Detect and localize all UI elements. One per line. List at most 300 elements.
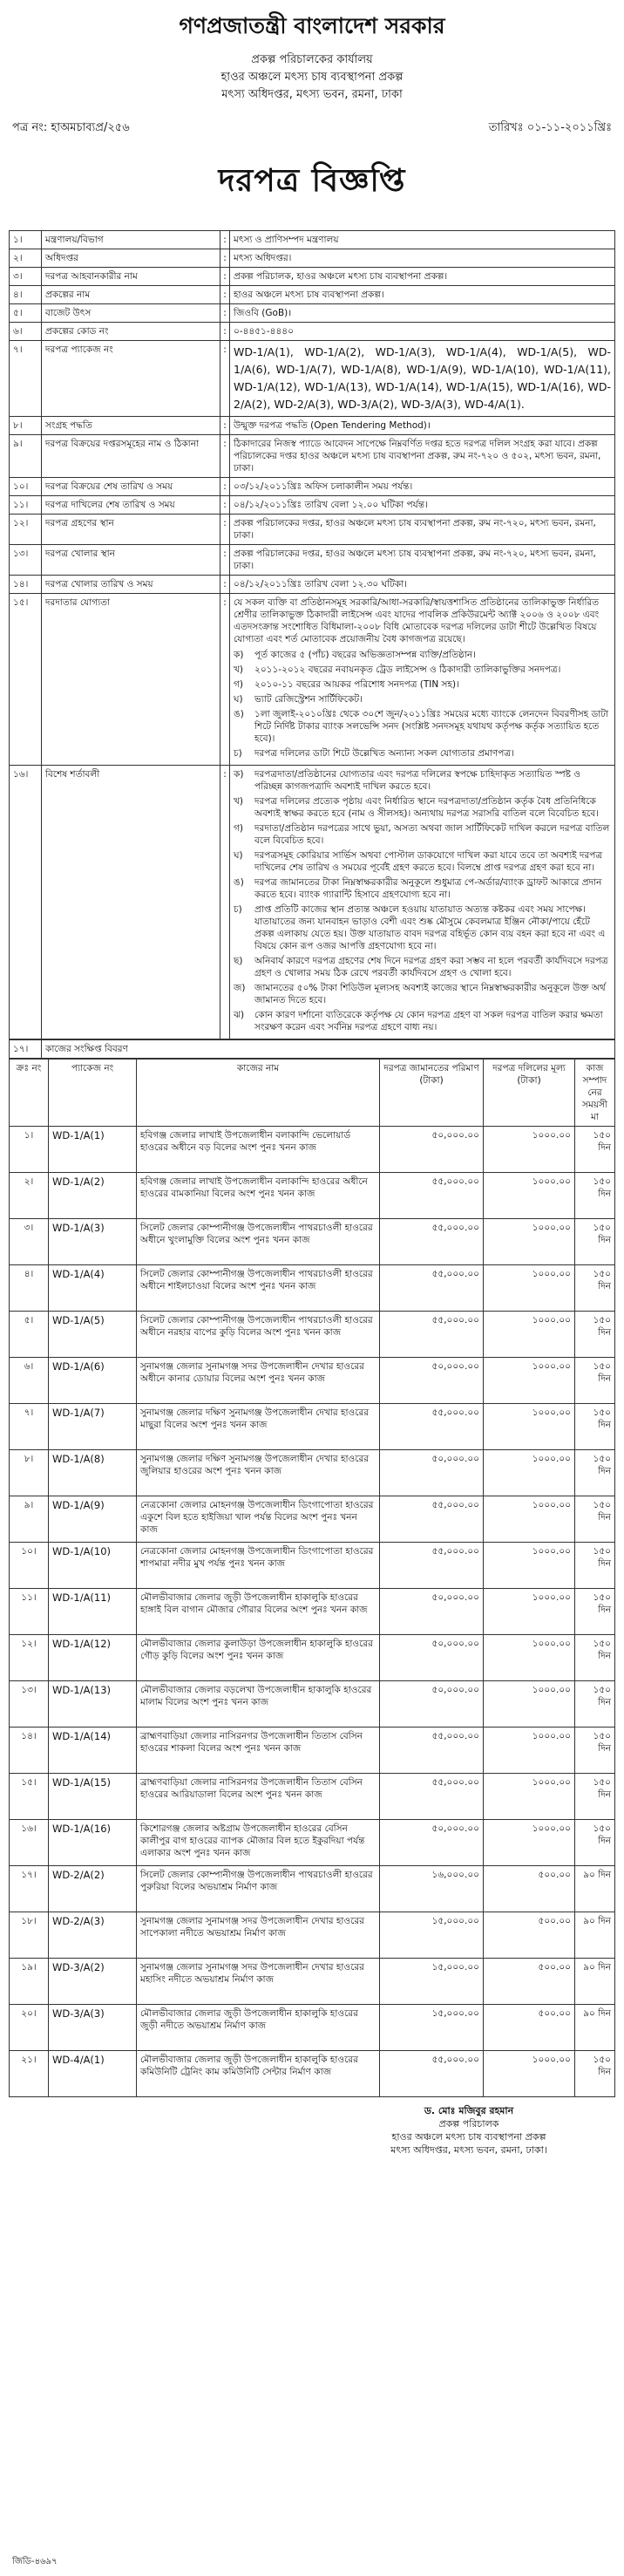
info-value: উন্মুক্ত দরপত্র পদ্ধতি (Open Tendering Method)।	[230, 417, 615, 435]
work-row	[10, 2005, 615, 2051]
info-colon: :	[220, 323, 230, 341]
info-label: সংগ্রহ পদ্ধতি	[42, 417, 220, 435]
work-security: ৫০,০০০.০০	[380, 1450, 484, 1496]
work-row	[10, 1127, 615, 1173]
work-duration: ১৫০ দিন	[575, 1219, 615, 1265]
info-colon: :	[220, 249, 230, 268]
work-sl: ১৪।	[10, 1728, 49, 1774]
work-sl: ৯।	[10, 1496, 49, 1543]
work-sl: ১৫।	[10, 1774, 49, 1820]
work-name: সুনামগঞ্জ জেলার সুনামগঞ্জ সদর উপজেলাধীন দেখার হাওরের অধীনে কানার ডোয়ার বিলের অংশ পুনঃ খনন কাজ	[137, 1358, 380, 1404]
work-package: WD-1/A(8)	[49, 1450, 137, 1496]
conditions-item-key: ঙ)	[234, 877, 244, 888]
info-row	[10, 249, 615, 268]
work-name: কিশোরগঞ্জ জেলার অষ্টগ্রাম উপজেলাধীন হাওরের বেসিন কালীপুর বাগ হাওরের ব্যাপক মৌজার বিল হতে ইকুরদিয়া পর্যন্ত এলাকার অংশ পুনঃ খনন কাজ	[137, 1820, 380, 1866]
work-sl: ২১।	[10, 2051, 49, 2097]
tender-notice-page	[9, 7, 615, 2157]
work-price: ১০০০.০০	[484, 1173, 575, 1219]
work-row	[10, 1450, 615, 1496]
project-name: হাওর অঞ্চলে মৎস্য চাষ ব্যবস্থাপনা প্রকল্প	[220, 71, 404, 84]
work-security: ৫০,০০০.০০	[380, 1127, 484, 1173]
work-price: ১০০০.০০	[484, 2051, 575, 2097]
work-sl: ২।	[10, 1173, 49, 1219]
work-name: হবিগঞ্জ জেলার লাখাই উপজেলাধীন বলাকান্দি হাওরের অধীনে হাওরের বামকানিয়া বিলের অংশ পুনঃ খনন কাজ	[137, 1173, 380, 1219]
conditions-item-key: গ)	[234, 823, 243, 834]
work-security: ৫৫,০০০.০০	[380, 1496, 484, 1543]
info-sl: ১০।	[10, 478, 42, 496]
work-package: WD-1/A(4)	[49, 1265, 137, 1312]
work-duration: ১৫০ দিন	[575, 1312, 615, 1358]
info-label: দরপত্র বিক্রয়ের দপ্তরসমূহের নাম ও ঠিকানা	[42, 435, 220, 478]
conditions-item	[234, 955, 611, 979]
work-name: সিলেট জেলার কোম্পানীগঞ্জ উপজেলাধীন পাথরচাওলী হাওরের অধীনে নরহার বাপের কুড়ি বিলের অংশ পুনঃ খনন কাজ	[137, 1312, 380, 1358]
info-value: প্রকল্প পরিচালকের দপ্তর, হাওর অঞ্চলে মৎস্য চাষ ব্যবস্থাপনা প্রকল্প, রুম নং-৭২০, মৎস্য ভবন, রমনা, ঢাকা।	[230, 545, 615, 576]
work-name: নেত্রকোনা জেলার মোহনগঞ্জ উপজেলাধীন ডিংগাপোতা হাওরের শাপমারা নদীর মুখ পর্যন্ত পুনঃ খনন কাজ	[137, 1543, 380, 1589]
info-colon: :	[220, 496, 230, 515]
info-label: দরপত্র প্যাকেজ নং	[42, 341, 220, 417]
conditions-item	[234, 849, 611, 874]
work-package: WD-1/A(15)	[49, 1774, 137, 1820]
conditions-item-key: ঝ)	[234, 1010, 245, 1020]
info-value: মৎস্য ও প্রাণিসম্পদ মন্ত্রণালয়	[230, 231, 615, 249]
signatory-address: মৎস্য অধিদপ্তর, মৎস্য ভবন, রমনা, ঢাকা।	[390, 2144, 547, 2156]
eligibility-row	[10, 594, 615, 766]
info-value: মৎস্য অধিদপ্তর।	[230, 249, 615, 268]
info-colon: :	[220, 304, 230, 323]
work-price: ৫০০.০০	[484, 1912, 575, 1959]
work-security: ৫০,০০০.০০	[380, 1820, 484, 1866]
work-sl: ৬।	[10, 1358, 49, 1404]
work-sl: ১১।	[10, 1589, 49, 1635]
header	[9, 9, 615, 104]
info-row	[10, 286, 615, 304]
info-row	[10, 323, 615, 341]
work-name: সিলেট জেলার কোম্পানীগঞ্জ উপজেলাধীন পাথরচাওলী হাওরের অধীনে খুংলামুক্তি বিলের অংশ পুনঃ খনন কাজ	[137, 1219, 380, 1265]
col-sl: ক্রঃ নং	[10, 1060, 49, 1127]
work-row	[10, 1404, 615, 1450]
work-sl: ১৩।	[10, 1681, 49, 1728]
work-row	[10, 1543, 615, 1589]
info-colon: :	[220, 286, 230, 304]
work-price: ১০০০.০০	[484, 1127, 575, 1173]
eligibility-item	[234, 649, 611, 661]
memo-row	[12, 119, 612, 138]
info-label: দরপত্র গ্রহণের স্থান	[42, 515, 220, 545]
work-row	[10, 1774, 615, 1820]
eligibility-item-key: গ)	[234, 679, 243, 690]
work-price: ১০০০.০০	[484, 1543, 575, 1589]
work-row	[10, 1635, 615, 1681]
work-duration: ১৫০ দিন	[575, 1265, 615, 1312]
work-package: WD-1/A(13)	[49, 1681, 137, 1728]
work-price: ১০০০.০০	[484, 1728, 575, 1774]
signature-block	[322, 2104, 615, 2157]
info-value: হাওর অঞ্চলে মৎস্য চাষ ব্যবস্থাপনা প্রকল্প।	[230, 286, 615, 304]
work-price: ১০০০.০০	[484, 1496, 575, 1543]
work-security: ৫০,০০০.০০	[380, 1635, 484, 1681]
work-name: হবিগঞ্জ জেলার লাখাই উপজেলাধীন বলাকান্দি ভেলোয়ার্ড হাওরের অধীনে বড় বিলের অংশ পুনঃ খনন কাজ	[137, 1127, 380, 1173]
work-security: ৫৫,০০০.০০	[380, 1404, 484, 1450]
eligibility-item	[234, 747, 611, 760]
conditions-item	[234, 982, 611, 1006]
work-row	[10, 1312, 615, 1358]
signatory-title: প্রকল্প পরিচালক	[438, 2118, 499, 2130]
info-row	[10, 231, 615, 249]
signatory-name: ড. মোঃ মজিবুর রহমান	[424, 2105, 514, 2116]
work-row	[10, 1866, 615, 1912]
info-colon: :	[220, 478, 230, 496]
col-package: প্যাকেজ নং	[49, 1060, 137, 1127]
work-sl: ৭।	[10, 1404, 49, 1450]
info-table	[9, 230, 615, 1039]
work-name: সিলেট জেলার কোম্পানীগঞ্জ উপজেলাধীন পাথরচাওলী হাওরের অধীনে শাইলচাওয়া বিলের অংশ পুনঃ খনন কাজ	[137, 1265, 380, 1312]
info-value: জিওবি (GoB)।	[230, 304, 615, 323]
eligibility-item-text: ২০১০-১১ বছরের আয়কর পরিশোধ সনদপত্র (TIN সহ)।	[254, 679, 459, 690]
work-price: ১০০০.০০	[484, 1820, 575, 1866]
signatory-project: হাওর অঞ্চলে মৎস্য চাষ ব্যবস্থাপনা প্রকল্প	[391, 2131, 546, 2143]
work-name: সুনামগঞ্জ জেলার সুনামগঞ্জ সদর উপজেলাধীন দেখার হাওরের মহাসিং নদীতে অভয়াশ্রম নির্মাণ কাজ	[137, 1959, 380, 2005]
work-price: ১০০০.০০	[484, 1219, 575, 1265]
work-sl: ১।	[10, 1127, 49, 1173]
eligibility-item-text: দরপত্র দলিলের ডাটা শিটে উল্লেখিত অন্যান্য সকল যোগ্যতার প্রমাণপত্র।	[254, 748, 514, 759]
work-duration: ১৫০ দিন	[575, 1450, 615, 1496]
work-row	[10, 1959, 615, 2005]
conditions-sl: ১৬।	[10, 766, 42, 1039]
info-row	[10, 304, 615, 323]
eligibility-item-text: ২০১১-২০১২ বছরের নবায়নকৃত ট্রেড লাইসেন্স ও ঠিকাদারী তালিকাভুক্তির সনদপত্র।	[254, 664, 561, 675]
info-colon: :	[220, 231, 230, 249]
work-sl: ২০।	[10, 2005, 49, 2051]
conditions-item	[234, 876, 611, 901]
conditions-item-text: দরদাতা/প্রতিষ্ঠান দরপত্রের সাথে ভুয়া, অসত্য অথবা জাল সার্টিফিকেট দাখিল করলে দরপত্র বাতিল বলে বিবেচিত হবে।	[254, 823, 610, 846]
eligibility-sl: ১৫।	[10, 594, 42, 766]
work-package: WD-1/A(10)	[49, 1543, 137, 1589]
eligibility-item	[234, 678, 611, 691]
work-sl: ৮।	[10, 1450, 49, 1496]
work-name: সিলেট জেলার কোম্পানীগঞ্জ উপজেলাধীন পাথরচাওলী হাওরের পুরুরিয়া বিলের অভয়াশ্রম নির্মাণ কাজ	[137, 1866, 380, 1912]
info-row	[10, 545, 615, 576]
conditions-item-text: দরপত্র জামানতের টাকা নিম্নস্বাক্ষরকারীর অনুকূলে শুধুমাত্র পে-অর্ডার/ব্যাংক ড্রাফট আকারে প্রদান করতে হবে। ব্যাংক গ্যারান্টি হিসাবে গ্রহণযোগ্য হবে না।	[254, 877, 602, 900]
work-row	[10, 1219, 615, 1265]
conditions-item	[234, 903, 611, 952]
work-security: ১৫,০০০.০০	[380, 2005, 484, 2051]
work-sl: ৪।	[10, 1265, 49, 1312]
info-colon: :	[220, 268, 230, 286]
conditions-item	[234, 1009, 611, 1033]
info-value: ০৪/১২/২০১১খ্রিঃ তারিখ বেলা ১২.৩০ ঘটিকা।	[230, 576, 615, 594]
conditions-item-text: দরপত্রদাতা/প্রতিষ্ঠানের যোগ্যতার এবং দরপত্র দলিলের স্বপক্ষে চাহিদাকৃত সত্যায়িত স্পষ্ট ও পরিচ্ছন্ন কাগজপত্রাদি অবশ্যই দাখিল করতে হবে।	[254, 769, 580, 792]
works-caption: কাজের সংক্ষিপ্ত বিবরণ	[42, 1040, 615, 1059]
notice-title	[9, 157, 615, 209]
info-row	[10, 341, 615, 417]
work-duration: ১৫০ দিন	[575, 1543, 615, 1589]
work-package: WD-1/A(3)	[49, 1219, 137, 1265]
info-sl: ১।	[10, 231, 42, 249]
conditions-item-text: দরপত্রসমূহ কোরিয়ার সার্ভিস অথবা পোস্টাল ডাকযোগে দাখিল করা যাবে তবে তা অবশ্যই দরপত্র দাখিলের শেষ তারিখ ও সময়ের পূর্বেই গ্রহণ করতে হবে। বিলম্বে প্রাপ্ত দরপত্র গ্রহণ করা হবে না।	[254, 850, 603, 873]
conditions-row	[10, 766, 615, 1039]
conditions-item-text: দরপত্র দলিলের প্রত্যেক পৃষ্ঠায় এবং নির্ধারিত স্থানে দরপত্রদাতা/প্রতিষ্ঠান কর্তৃক বৈধ প্রতিনিধিকে অবশ্যই স্বাক্ষর করতে হবে (নাম ও সীলসহ)। অন্যথায় দরপত্র সরাসরি বাতিল বলে বিবেচিত হবে।	[254, 796, 599, 819]
work-price: ১০০০.০০	[484, 1358, 575, 1404]
work-package: WD-1/A(7)	[49, 1404, 137, 1450]
work-row	[10, 1358, 615, 1404]
work-row	[10, 2051, 615, 2097]
info-row	[10, 478, 615, 496]
info-sl: ৫।	[10, 304, 42, 323]
info-sl: ৪।	[10, 286, 42, 304]
work-price: ১০০০.০০	[484, 1774, 575, 1820]
work-security: ৫৫,০০০.০০	[380, 1312, 484, 1358]
work-security: ৫০,০০০.০০	[380, 1589, 484, 1635]
info-label: দরপত্র বিক্রয়ের শেষ তারিখ ও সময়	[42, 478, 220, 496]
work-package: WD-1/A(2)	[49, 1173, 137, 1219]
work-security: ১৫,০০০.০০	[380, 1912, 484, 1959]
work-duration: ৯০ দিন	[575, 1912, 615, 1959]
work-price: ১০০০.০০	[484, 1312, 575, 1358]
eligibility-item	[234, 664, 611, 676]
work-security: ৫০,০০০.০০	[380, 1358, 484, 1404]
work-name: মৌলভীবাজার জেলার কুলাউড়া উপজেলাধীন হাকালুকি হাওরের গৌড় কুড়ি বিলের অংশ পুনঃ খনন কাজ	[137, 1635, 380, 1681]
col-duration: কাজ সম্পাদনের সময়সীমা	[575, 1060, 615, 1127]
col-security: দরপত্র জামানতের পরিমাণ (টাকা)	[380, 1060, 484, 1127]
info-sl: ৬।	[10, 323, 42, 341]
info-row	[10, 576, 615, 594]
eligibility-intro: যে সকল ব্যক্তি বা প্রতিষ্ঠানসমূহ সরকারি/আধা-সরকারি/স্বায়ত্তশাসিত প্রতিষ্ঠানের তালিকাভুক্ত নির্ধারিত শ্রেণীর তালিকাভুক্ত ঠিকাদারী লাইসেন্স এবং যাদের পাবলিক প্রকিউরমেন্ট অ্যাক্ট ২০০৬ ও ২০০৮ এবং এতদসংক্রান্ত সংশোধিত বিধিমালা-২০০৮ বিধি মোতাবেক দরপত্র দলিলের ডাটা শীটে উল্লেখিত বিষয়ে যোগ্যতা এবং শর্ত মোতাবেক প্রয়োজনীয় বৈধ কাগজপত্র রয়েছে।	[234, 597, 600, 644]
work-name: ব্রাহ্মণবাড়িয়া জেলার নাসিরনগর উপজেলাধীন তিতাস বেসিন হাওরের আরিয়াডালা বিলের অংশ পুনঃ খনন কাজ	[137, 1774, 380, 1820]
work-package: WD-1/A(14)	[49, 1728, 137, 1774]
work-duration: ১৫০ দিন	[575, 1358, 615, 1404]
info-colon: :	[220, 515, 230, 545]
conditions-item	[234, 822, 611, 847]
info-row	[10, 515, 615, 545]
government-title: গণপ্রজাতন্ত্রী বাংলাদেশ সরকার	[179, 13, 445, 38]
work-duration: ১৫০ দিন	[575, 1404, 615, 1450]
work-duration: ১৫০ দিন	[575, 2051, 615, 2097]
eligibility-item	[234, 693, 611, 705]
work-package: WD-1/A(16)	[49, 1820, 137, 1866]
work-row	[10, 1265, 615, 1312]
work-duration: ১৫০ দিন	[575, 1589, 615, 1635]
works-caption-sl: ১৭।	[10, 1040, 42, 1059]
memo-number: পত্র নং: হাঅমচাব্যপ্র/২৫৬	[12, 121, 130, 134]
eligibility-item	[234, 708, 611, 745]
eligibility-label: দরদাতার যোগ্যতা	[42, 594, 220, 766]
work-row	[10, 1173, 615, 1219]
work-sl: ১৬।	[10, 1820, 49, 1866]
eligibility-item-text: ১লা জুলাই-২০১০খ্রিঃ থেকে ৩০শে জুন/২০১১খ্রিঃ সময়ের মধ্যে ব্যাংকে লেনদেন বিবরণীসহ ডাটা শিটে নির্দিষ্ট টাকার ব্যাংক সলভেন্সি সনদ (সংশ্লিষ্ট সনদসমূহ যথাযথ কর্তৃপক্ষ কর্তৃক সত্যায়িত হতে হবে)।	[254, 709, 609, 744]
work-duration: ১৫০ দিন	[575, 1728, 615, 1774]
eligibility-item-key: ঘ)	[234, 694, 243, 705]
work-sl: ১৭।	[10, 1866, 49, 1912]
eligibility-item-key: চ)	[234, 748, 242, 759]
work-package: WD-4/A(1)	[49, 2051, 137, 2097]
work-row	[10, 1681, 615, 1728]
work-row	[10, 1589, 615, 1635]
work-duration: ৯০ দিন	[575, 2005, 615, 2051]
info-row	[10, 435, 615, 478]
work-duration: ১৫০ দিন	[575, 1635, 615, 1681]
work-security: ৫৫,০০০.০০	[380, 1728, 484, 1774]
work-price: ১০০০.০০	[484, 1450, 575, 1496]
office-address: মৎস্য অধিদপ্তর, মৎস্য ভবন, রমনা, ঢাকা	[221, 88, 403, 101]
work-package: WD-3/A(3)	[49, 2005, 137, 2051]
work-security: ৫৫,০০০.০০	[380, 1265, 484, 1312]
info-label: মন্ত্রণালয়/বিভাগ	[42, 231, 220, 249]
eligibility-item-key: ঙ)	[234, 709, 244, 719]
work-name: মৌলভীবাজার জেলার জুড়ী উপজেলাধীন হাকালুকি হাওরের জুড়ী নদীতে অভয়াশ্রম নির্মাণ কাজ	[137, 2005, 380, 2051]
works-table	[9, 1059, 615, 2097]
col-price: দরপত্র দলিলের মূল্য (টাকা)	[484, 1060, 575, 1127]
work-security: ৫০,০০০.০০	[380, 1681, 484, 1728]
work-name: নেত্রকোনা জেলার মোহনগঞ্জ উপজেলাধীন ডিংগাপোতা হাওরের একুশে বিল হতে হাইজিয়া খাল পর্যন্ত বিলের অংশ পুনঃ খনন কাজ	[137, 1496, 380, 1543]
info-sl: ৭।	[10, 341, 42, 417]
info-label: দরপত্র আহবানকারীর নাম	[42, 268, 220, 286]
work-price: ১০০০.০০	[484, 1635, 575, 1681]
work-package: WD-3/A(2)	[49, 1959, 137, 2005]
work-duration: ৯০ দিন	[575, 1959, 615, 2005]
info-value: ঠিকাদারের নিজস্ব প্যাডে আবেদন সাপেক্ষে নিম্নবর্ণিত দপ্তর হতে দরপত্র দলিল সংগ্রহ করা যাবে। প্রকল্প পরিচালকের দপ্তর হাওর অঞ্চলে মৎস্য চাষ ব্যবস্থাপনা প্রকল্প, রুম নং-৭২০ ও ৫০২, মৎস্য ভবন, রমনা, ঢাকা।	[230, 435, 615, 478]
work-package: WD-1/A(11)	[49, 1589, 137, 1635]
work-name: সুনামগঞ্জ জেলার সুনামগঞ্জ সদর উপজেলাধীন দেখার হাওরের সাপেকালা নদীতে অভয়াশ্রম নির্মাণ কাজ	[137, 1912, 380, 1959]
info-sl: ১৪।	[10, 576, 42, 594]
eligibility-item-text: পূর্ত কাজের ৫ (পাঁচ) বছরের অভিজ্ঞতাসম্পন্ন ব্যক্তি/প্রতিষ্ঠান।	[254, 650, 476, 660]
eligibility-item-text: ভ্যাট রেজিস্ট্রেশন সার্টিফিকেট।	[254, 694, 363, 705]
info-colon: :	[220, 417, 230, 435]
work-package: WD-1/A(9)	[49, 1496, 137, 1543]
work-duration: ১৫০ দিন	[575, 1127, 615, 1173]
work-security: ৫৫,০০০.০০	[380, 2051, 484, 2097]
conditions-item-key: ক)	[234, 769, 244, 780]
work-package: WD-1/A(5)	[49, 1312, 137, 1358]
conditions-item-key: ছ)	[234, 956, 243, 966]
work-security: ৫৫,০০০.০০	[380, 1173, 484, 1219]
work-price: ৫০০.০০	[484, 2005, 575, 2051]
office-name: প্রকল্প পরিচালকের কার্যালয়	[251, 53, 373, 66]
work-price: ৫০০.০০	[484, 1959, 575, 2005]
info-value: WD-1/A(1), WD-1/A(2), WD-1/A(3), WD-1/A(4), WD-1/A(5), WD-1/A(6), WD-1/A(7), WD-1/A(8), WD-1/A(9), WD-1/A(10), WD-1/A(11), WD-1/A(12), WD-1/A(13), WD-1/A(14), WD-1/A(15), WD-1/A(16), WD-2/A(2), WD-2/A(3), WD-3/A(2), WD-3/A(3), WD-4/A(1).	[230, 341, 615, 417]
work-price: ৫০০.০০	[484, 1866, 575, 1912]
memo-date: তারিখঃ ০১-১১-২০১১খ্রিঃ	[488, 121, 612, 134]
work-duration: ১৫০ দিন	[575, 1173, 615, 1219]
info-value: ০৪/১২/২০১১খ্রিঃ তারিখ বেলা ১২.০০ ঘটিকা পর্যন্ত।	[230, 496, 615, 515]
work-name: সুনামগঞ্জ জেলার দক্ষিণ সুনামগঞ্জ উপজেলাধীন দেখার হাওরের মাছুরা বিলের অংশ পুনঃ খনন কাজ	[137, 1404, 380, 1450]
info-sl: ১১।	[10, 496, 42, 515]
work-duration: ১৫০ দিন	[575, 1496, 615, 1543]
work-security: ৫৫,০০০.০০	[380, 1774, 484, 1820]
work-name: ব্রাহ্মণবাড়িয়া জেলার নাসিরনগর উপজেলাধীন তিতাস বেসিন হাওরের শাকলা বিলের অংশ পুনঃ খনন কাজ	[137, 1728, 380, 1774]
info-label: অধিদপ্তর	[42, 249, 220, 268]
work-name: মৌলভীবাজার জেলার বড়লেখা উপজেলাধীন হাকালুকি হাওরের মালাম বিলের অংশ পুনঃ খনন কাজ	[137, 1681, 380, 1728]
eligibility-value	[230, 594, 615, 766]
work-package: WD-2/A(2)	[49, 1866, 137, 1912]
work-package: WD-1/A(6)	[49, 1358, 137, 1404]
info-sl: ৮।	[10, 417, 42, 435]
work-sl: ৫।	[10, 1312, 49, 1358]
conditions-item	[234, 768, 611, 793]
info-colon: :	[220, 435, 230, 478]
work-price: ১০০০.০০	[484, 1265, 575, 1312]
work-row	[10, 1496, 615, 1543]
info-label: প্রকল্পের নাম	[42, 286, 220, 304]
work-security: ১৫,০০০.০০	[380, 1959, 484, 2005]
conditions-value	[230, 766, 615, 1039]
info-sl: ১২।	[10, 515, 42, 545]
info-value: ০-৪৪৫১-৪৪৪০	[230, 323, 615, 341]
work-duration: ১৫০ দিন	[575, 1681, 615, 1728]
works-header-row	[10, 1060, 615, 1127]
conditions-label: বিশেষ শর্তাবলী	[42, 766, 220, 1039]
work-sl: ১৮।	[10, 1912, 49, 1959]
work-duration: ১৫০ দিন	[575, 1774, 615, 1820]
work-price: ১০০০.০০	[484, 1404, 575, 1450]
work-name: মৌলভীবাজার জেলার জুড়ী উপজেলাধীন হাকালুকি হাওরের কমিউনিটি ট্রেনিং কাম কমিউনিটি সেন্টার নির্মাণ কাজ	[137, 2051, 380, 2097]
eligibility-colon: :	[220, 594, 230, 766]
work-price: ১০০০.০০	[484, 1681, 575, 1728]
eligibility-item-key: খ)	[234, 664, 243, 675]
conditions-item-text: প্রাপ্ত প্রতিটি কাজের স্থান প্রত্যন্ত অঞ্চলে হওয়ায় যাতায়াত অত্যন্ত কষ্টকর এবং সময় সাপেক্ষ। যাতায়াতের জন্য যানবাহন ভাড়াও বেশী এবং শুষ্ক মৌসুমে কেবলমাত্র ইঞ্জিন নৌকা/পায়ে হেঁটে প্রকল্প এলাকায় যেতে হয়। উক্ত যাতায়াত বাবদ দরপত্র বহির্ভূত কোন ব্যয় বহন করা হবে না এবং এ বিষয়ে কোন রূপ ওজর আপত্তি গ্রহণযোগ্য হবে না।	[254, 904, 606, 951]
info-label: দরপত্র দাখিলের শেষ তারিখ ও সময়	[42, 496, 220, 515]
conditions-colon: :	[220, 766, 230, 1039]
conditions-item-key: খ)	[234, 796, 243, 807]
work-sl: ১৯।	[10, 1959, 49, 2005]
info-label: বাজেট উৎস	[42, 304, 220, 323]
info-label: দরপত্র খোলার স্থান	[42, 545, 220, 576]
work-duration: ১৫০ দিন	[575, 1820, 615, 1866]
notice-title-text: দরপত্র বিজ্ঞপ্তি	[218, 162, 406, 199]
info-row	[10, 417, 615, 435]
conditions-item-text: অনিবার্য কারণে দরপত্র গ্রহণের শেষ দিনে দরপত্র গ্রহণ করা সম্ভব না হলে পরবর্তী কার্যদিবসে দরপত্র গ্রহণ ও খোলার সময় ঠিক রেখে পরবর্তী কার্যদিবসে গ্রহণ ও খোলা হবে।	[254, 956, 608, 978]
conditions-item-text: জামানতের ৫০% টাকা শিডিউল মূল্যসহ অবশ্যই কাজের স্থানে নিম্নস্বাক্ষরকারীর অনুকূলে উক্ত অর্থ জামানত দিতে হবে।	[254, 983, 606, 1005]
info-label: প্রকল্পের কোড নং	[42, 323, 220, 341]
work-price: ১০০০.০০	[484, 1589, 575, 1635]
work-sl: ১০।	[10, 1543, 49, 1589]
info-colon: :	[220, 576, 230, 594]
info-sl: ২।	[10, 249, 42, 268]
info-sl: ৩।	[10, 268, 42, 286]
info-value: প্রকল্প পরিচালক, হাওর অঞ্চলে মৎস্য চাষ ব্যবস্থাপনা প্রকল্প।	[230, 268, 615, 286]
work-duration: ৯০ দিন	[575, 1866, 615, 1912]
info-sl: ১৩।	[10, 545, 42, 576]
conditions-item-text: কোন কারণ দর্শানো ব্যতিরেকে কর্তৃপক্ষ যে কোন দরপত্র গ্রহণ বা সকল দরপত্র বাতিল করার ক্ষমতা সংরক্ষণ করেন এবং সর্বনিম্ন দরপত্র গ্রহণে বাধ্য নয়।	[254, 1010, 603, 1032]
work-sl: ১২।	[10, 1635, 49, 1681]
work-row	[10, 1820, 615, 1866]
info-row	[10, 268, 615, 286]
info-sl: ৯।	[10, 435, 42, 478]
work-security: ৫৫,০০০.০০	[380, 1543, 484, 1589]
info-value: ০৩/১২/২০১১খ্রিঃ অফিস চলাকালীন সময় পর্যন্ত।	[230, 478, 615, 496]
info-value: প্রকল্প পরিচালকের দপ্তর, হাওর অঞ্চলে মৎস্য চাষ ব্যবস্থাপনা প্রকল্প, রুম নং-৭২০, মৎস্য ভবন, রমনা, ঢাকা।	[230, 515, 615, 545]
col-work-name: কাজের নাম	[137, 1060, 380, 1127]
work-row	[10, 1728, 615, 1774]
work-security: ৫৫,০০০.০০	[380, 1219, 484, 1265]
work-package: WD-1/A(1)	[49, 1127, 137, 1173]
works-caption-table	[9, 1039, 615, 1059]
info-label: দরপত্র খোলার তারিখ ও সময়	[42, 576, 220, 594]
work-security: ১৬,০০০.০০	[380, 1866, 484, 1912]
conditions-item-key: জ)	[234, 983, 246, 993]
work-package: WD-1/A(12)	[49, 1635, 137, 1681]
info-row	[10, 496, 615, 515]
work-name: সুনামগঞ্জ জেলার দক্ষিণ সুনামগঞ্জ উপজেলাধীন দেখার হাওরের জুলিয়ার হাওরের অংশ পুনঃ খনন কাজ	[137, 1450, 380, 1496]
work-package: WD-2/A(3)	[49, 1912, 137, 1959]
info-colon: :	[220, 341, 230, 417]
conditions-item-key: ঘ)	[234, 850, 243, 861]
work-sl: ৩।	[10, 1219, 49, 1265]
conditions-item-key: চ)	[234, 904, 242, 915]
footer-code: জিডি-৪৬৯৭	[12, 2557, 58, 2566]
work-row	[10, 1912, 615, 1959]
work-name: মৌলভীবাজার জেলার জুড়ী উপজেলাধীন হাকালুকি হাওরের হাঙ্গাই বিল বাগান মৌজার গৌরার বিলের অংশ পুনঃ খনন কাজ	[137, 1589, 380, 1635]
conditions-item	[234, 795, 611, 820]
